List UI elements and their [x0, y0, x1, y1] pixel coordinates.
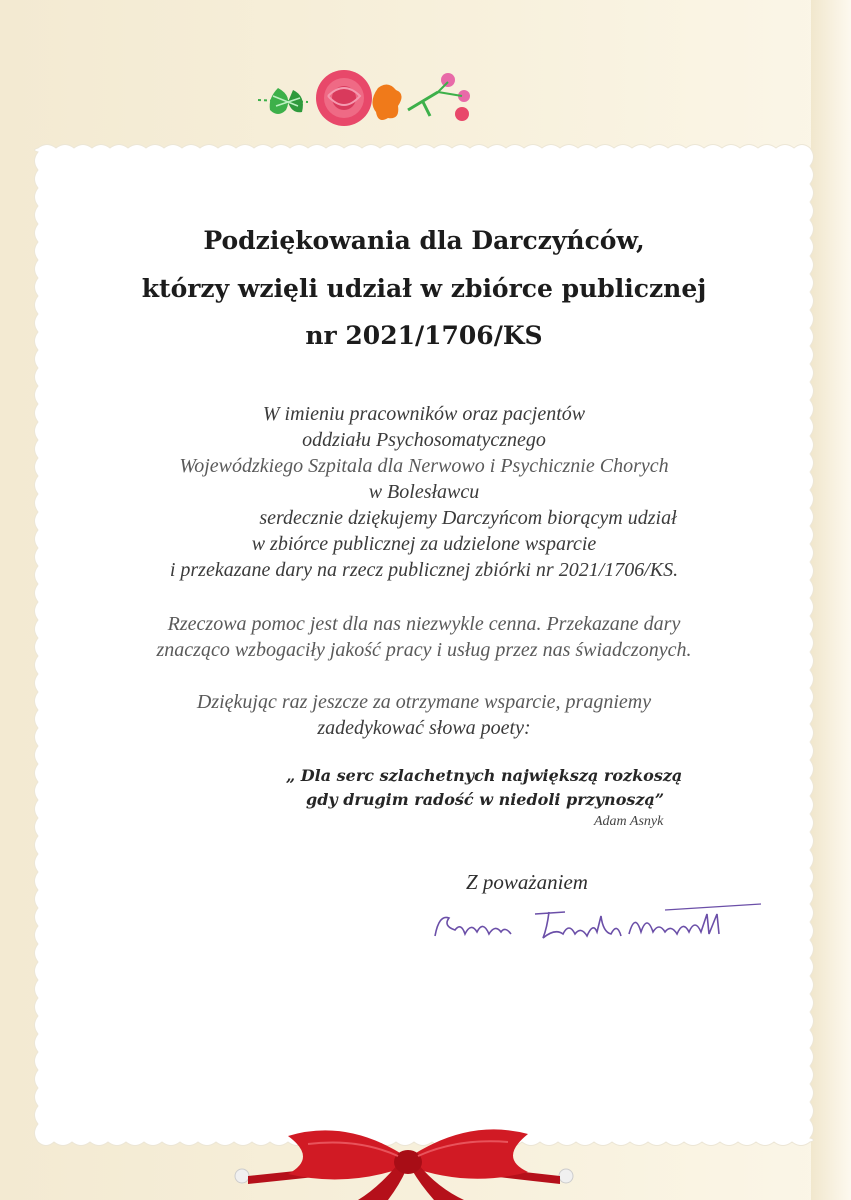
paragraph-2-line-2: znacząco wzbogaciły jakość pracy i usług przez nas świadczonych.: [156, 639, 692, 661]
paragraph-1-line-7: i przekazane dary na rzecz publicznej zbiórki nr 2021/1706/KS.: [169, 559, 679, 581]
heading-line-2: którzy wzięli udział w zbiórce publicznej: [141, 274, 707, 303]
quote-line-2: gdy drugim radość w niedoli przynoszą”: [306, 790, 665, 809]
handwritten-signature: [425, 892, 765, 952]
letter-content: [30, 140, 818, 1150]
heading-line-1: Podziękowania dla Darczyńców,: [203, 226, 645, 255]
paragraph-1-line-2: oddziału Psychosomatycznego: [302, 429, 546, 451]
paragraph-3-line-1: Dziękując raz jeszcze za otrzymane wsparcie, pragniemy: [196, 691, 652, 713]
paragraph-1-line-5: serdecznie dziękujemy Darczyńcom biorącym udział: [259, 507, 677, 529]
paragraph-1-line-4: w Bolesławcu: [368, 481, 480, 503]
paragraph-1-line-6: w zbiórce publicznej za udzielone wsparcie: [251, 533, 597, 555]
closing-regards: Z poważaniem: [466, 870, 588, 894]
paragraph-1-line-1: W imieniu pracowników oraz pacjentów: [262, 403, 586, 425]
embroidered-flower-icon: [248, 66, 488, 136]
paragraph-2-line-1: Rzeczowa pomoc jest dla nas niezwykle cenna. Przekazane dary: [167, 613, 681, 635]
quote-author: Adam Asnyk: [594, 814, 664, 829]
heading-line-3: nr 2021/1706/KS: [305, 321, 543, 350]
ribbon-bow-icon: [228, 1118, 588, 1200]
paragraph-1-line-3: Wojewódzkiego Szpitala dla Nerwowo i Psychicznie Chorych: [179, 455, 669, 477]
paragraph-3-line-2: zadedykować słowa poety:: [317, 717, 531, 739]
quote-line-1: „ Dla serc szlachetnych największą rozkoszą: [286, 766, 683, 785]
